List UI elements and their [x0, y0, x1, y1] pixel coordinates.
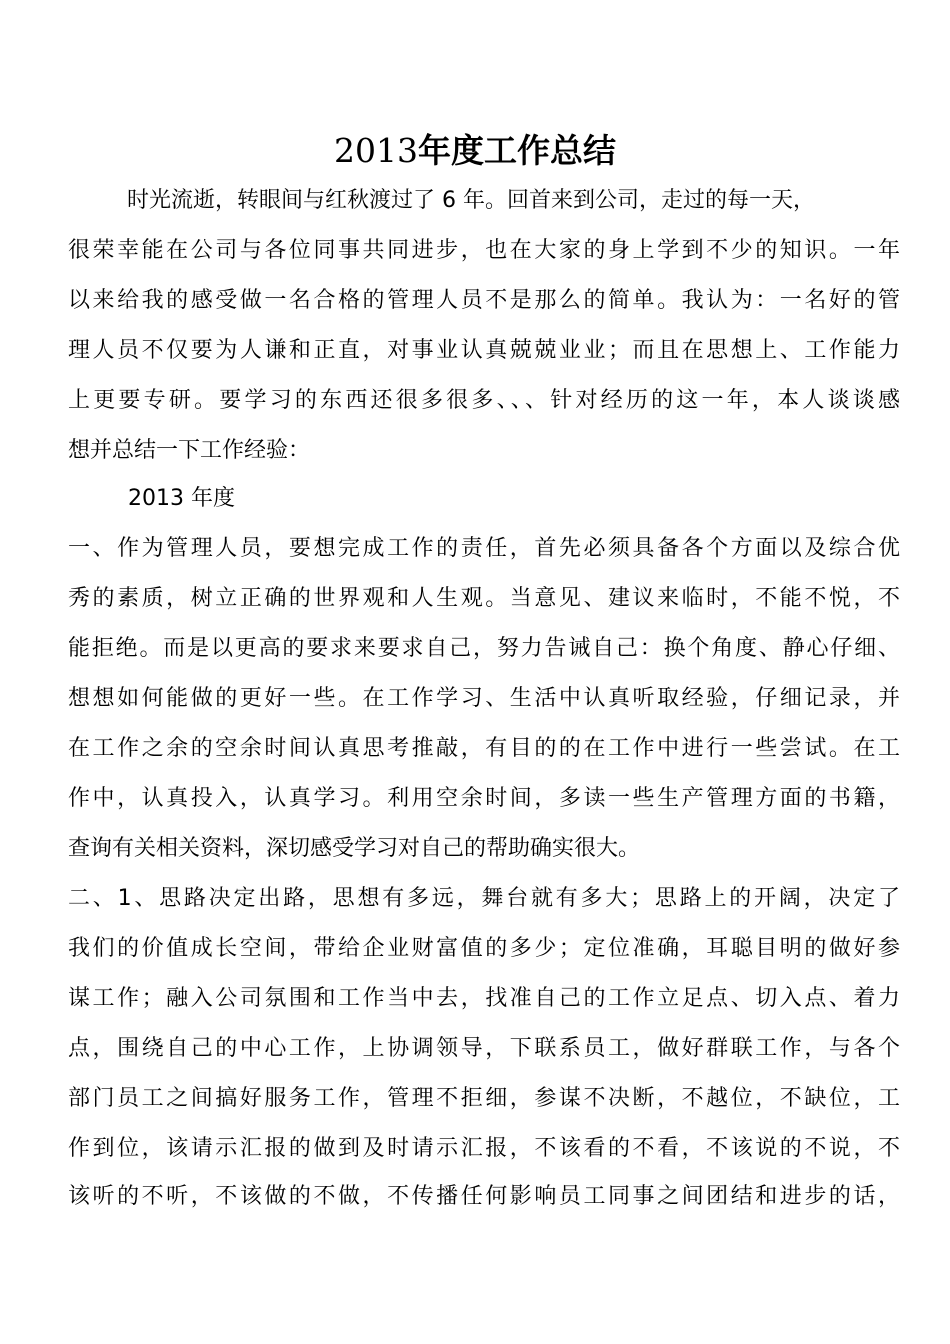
paragraph-line: 我们的价值成长空间，带给企业财富值的多少；定位准确，耳聪目明的做好参: [68, 936, 900, 961]
paragraph-line: 在工作之余的空余时间认真思考推敲，有目的的在工作中进行一些尝试。在工: [68, 736, 900, 761]
paragraph-line: 作中，认真投入，认真学习。利用空余时间，多读一些生产管理方面的书籍，: [68, 786, 900, 811]
paragraph-line: 很荣幸能在公司与各位同事共同进步，也在大家的身上学到不少的知识。一年: [68, 238, 900, 263]
paragraph-line: 能拒绝。而是以更高的要求来要求自己，努力告诫自己：换个角度、静心仔细、: [68, 636, 900, 661]
paragraph-line: 时光流逝，转眼间与红秋渡过了 6 年。回首来到公司，走过的每一天，: [127, 188, 815, 213]
paragraph-line: 谋工作；融入公司氛围和工作当中去，找准自己的工作立足点、切入点、着力: [68, 986, 900, 1011]
paragraph-line: 查询有关相关资料，深切感受学习对自己的帮助确实很大。: [68, 836, 641, 861]
paragraph-line: 该听的不听，不该做的不做，不传播任何影响员工同事之间团结和进步的话，: [68, 1184, 900, 1209]
paragraph-line: 二、1、思路决定出路，思想有多远，舞台就有多大；思路上的开阔，决定了: [68, 886, 900, 911]
paragraph-line: 部门员工之间搞好服务工作，管理不拒细，参谋不决断，不越位，不缺位，工: [68, 1086, 900, 1111]
document-title: [0, 126, 950, 176]
title-year: 2013: [334, 131, 418, 170]
paragraph-line: 点，围绕自己的中心工作，上协调领导，下联系员工，做好群联工作，与各个: [68, 1036, 900, 1061]
paragraph-line: 想想如何能做的更好一些。在工作学习、生活中认真听取经验，仔细记录，并: [68, 686, 900, 711]
paragraph-line: 想并总结一下工作经验：: [68, 438, 311, 463]
title-text: 年度工作总结: [417, 131, 616, 170]
paragraph-line: 作到位，该请示汇报的做到及时请示汇报，不该看的不看，不该说的不说，不: [68, 1136, 900, 1161]
paragraph-line: 上更要专研。要学习的东西还很多很多、、、针对经历的这一年，本人谈谈感: [68, 388, 900, 413]
paragraph-line: 秀的素质，树立正确的世界观和人生观。当意见、建议来临时，不能不悦，不: [68, 586, 900, 611]
paragraph-line: 理人员不仅要为人谦和正直，对事业认真兢兢业业；而且在思想上、工作能力: [68, 338, 900, 363]
paragraph-line: 一、作为管理人员，要想完成工作的责任，首先必须具备各个方面以及综合优: [68, 536, 900, 561]
paragraph-line: 以来给我的感受做一名合格的管理人员不是那么的简单。我认为：一名好的管: [68, 288, 900, 313]
section-heading: 2013 年度: [128, 486, 235, 511]
